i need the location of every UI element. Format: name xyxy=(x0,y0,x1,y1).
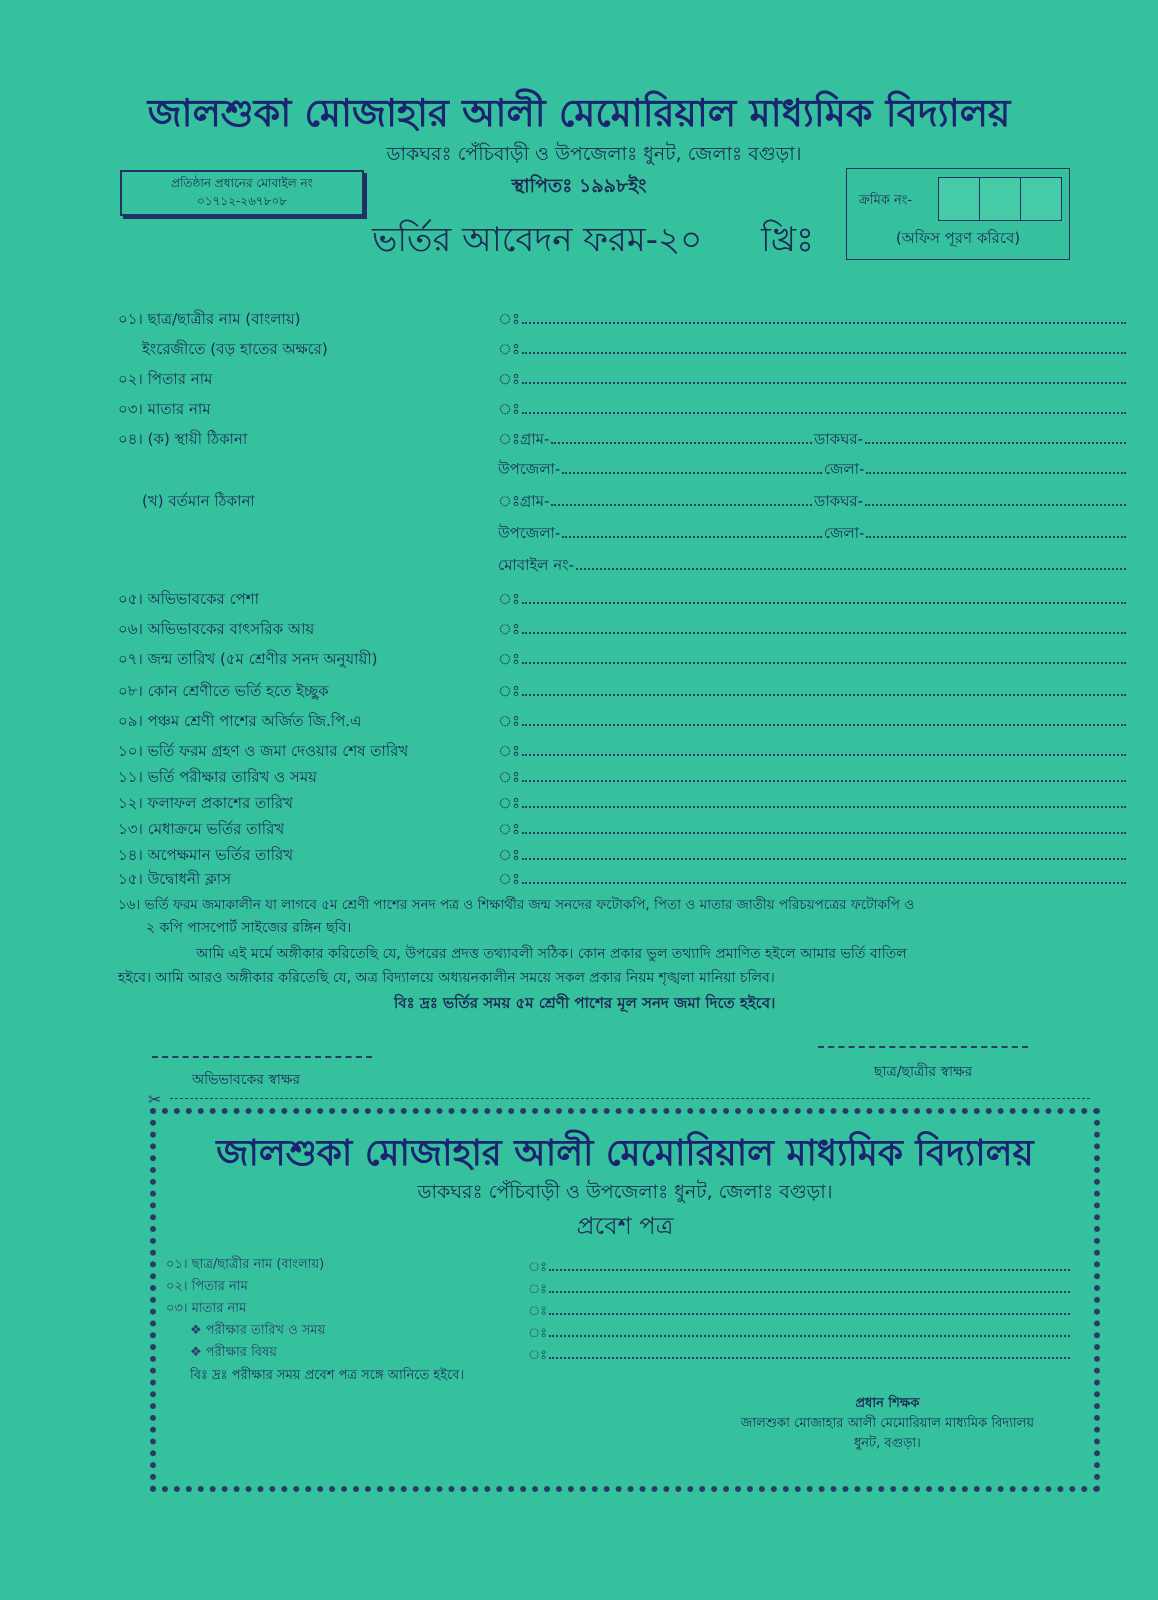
field-label: ১৪। অপেক্ষমান ভর্তির তারিখ xyxy=(118,846,294,864)
head-teacher-block xyxy=(741,1394,1034,1454)
field-row-mobile xyxy=(118,552,1128,578)
village-label: গ্রাম- xyxy=(520,430,550,448)
field-label: ১০। ভর্তি ফরম গ্রহণ ও জমা দেওয়ার শেষ তারিখ xyxy=(118,742,409,760)
field-row-merit-admission-date xyxy=(118,816,1128,842)
blank-line[interactable] xyxy=(865,428,1126,444)
head-mobile-box xyxy=(120,170,364,216)
serial-number-box xyxy=(846,168,1070,260)
field-row-desired-class xyxy=(118,678,1128,704)
field-row-exam-date xyxy=(118,764,1128,790)
student-signature-label: ছাত্র/ছাত্রীর স্বাক্ষর xyxy=(874,1064,973,1080)
serial-label: ক্রমিক নং- xyxy=(859,193,913,208)
field-label: ১২। ফলাফল প্রকাশের তারিখ xyxy=(118,794,293,812)
admit-school-name: জালশুকা মোজাহার আলী মেমোরিয়াল মাধ্যমিক বিদ্যালয় xyxy=(216,1132,1034,1174)
blank-line[interactable] xyxy=(549,1277,1070,1293)
district-label: জেলা- xyxy=(823,460,865,478)
field-label: ০৭। জন্ম তারিখ (৫ম শ্রেণীর সনদ অনুযায়ী) xyxy=(118,650,378,668)
field-fill[interactable] xyxy=(498,398,1128,423)
admit-address: ডাকঘরঃ পেঁচিবাড়ী ও উপজেলাঃ ধুনট, জেলাঃ বগুড়া। xyxy=(417,1181,833,1203)
field-label: ০১। ছাত্র/ছাত্রীর নাম (বাংলায়) xyxy=(118,310,301,328)
field-fill[interactable] xyxy=(498,868,1128,893)
item-16-line-2: ২ কপি পাসপোর্ট সাইজের রঙ্গিন ছবি। xyxy=(146,920,352,936)
field-colon: ঃ xyxy=(498,794,521,812)
field-row-opening-class xyxy=(118,866,1128,892)
admit-row-mother-name xyxy=(156,1298,1082,1320)
field-colon: ঃ xyxy=(528,1282,548,1297)
field-colon: ঃ xyxy=(498,340,521,358)
field-fill[interactable] xyxy=(498,368,1128,393)
field-fill[interactable] xyxy=(498,766,1128,791)
field-row-form-deadline xyxy=(118,738,1128,764)
field-row-result-date xyxy=(118,790,1128,816)
blank-line[interactable] xyxy=(522,844,1126,860)
field-row-birth-date xyxy=(118,646,1128,672)
field-fill[interactable] xyxy=(498,308,1128,333)
blank-line[interactable] xyxy=(549,1321,1070,1337)
field-label: ০৮। কোন শ্রেণীতে ভর্তি হতে ইচ্ছুক xyxy=(118,682,329,700)
field-label: ইংরেজীতে (বড় হাতের অক্ষরে) xyxy=(142,340,328,358)
pledge-line-1: আমি এই মর্মে অঙ্গীকার করিতেছি যে, উপরের প্রদত্ত তথ্যাবলী সঠিক। কোন প্রকার ভুল তথ্যাদি প্রমাণিত হইলে আমার ভর্তি বাতিল xyxy=(196,946,907,962)
admit-card xyxy=(150,1108,1100,1492)
field-row-present-address xyxy=(118,488,1128,514)
blank-line[interactable] xyxy=(562,458,822,474)
blank-line[interactable] xyxy=(522,740,1126,756)
scissors-icon: ✂ xyxy=(148,1090,162,1109)
field-colon: ঃ xyxy=(498,400,521,418)
field-fill[interactable] xyxy=(498,428,1128,453)
field-label: ০৪। (ক) স্থায়ী ঠিকানা xyxy=(118,430,248,448)
blank-line[interactable] xyxy=(551,490,812,506)
field-row-guardian-income xyxy=(118,616,1128,642)
head-teacher-place: ধুনট, বগুড়া। xyxy=(853,1436,921,1451)
field-fill[interactable] xyxy=(498,680,1128,705)
office-note: (অফিস পূরণ করিবে) xyxy=(895,229,1021,247)
upazila-label: উপজেলা- xyxy=(498,524,561,542)
field-colon: ঃ xyxy=(498,310,521,328)
field-fill[interactable] xyxy=(498,618,1128,643)
field-colon: ঃ xyxy=(498,870,521,888)
blank-line[interactable] xyxy=(522,398,1126,414)
admit-row-student-name xyxy=(156,1254,1082,1276)
upazila-label: উপজেলা- xyxy=(498,460,561,478)
field-fill[interactable] xyxy=(498,648,1128,673)
field-colon: ঃ xyxy=(528,1348,548,1363)
field-label: ০৬। অভিভাবকের বাৎসরিক আয় xyxy=(118,620,315,638)
admit-row-exam-subject xyxy=(156,1342,1082,1364)
blank-line[interactable] xyxy=(522,588,1126,604)
serial-cell[interactable] xyxy=(938,177,980,221)
field-colon: ঃ xyxy=(528,1326,548,1341)
school-address: ডাকঘরঃ পেঁচিবাড়ী ও উপজেলাঃ ধুনট, জেলাঃ বগুড়া। xyxy=(386,143,802,165)
admit-row-father-name xyxy=(156,1276,1082,1298)
field-row-father-name xyxy=(118,366,1128,392)
pledge-line-2: হইবে। আমি আরও অঙ্গীকার করিতেছি যে, অত্র বিদ্যালয়ে অধ্যয়নকালীন সময়ে সকল প্রকার নিয়ম শৃঙ্খলা মানিয়া চলিব। xyxy=(118,970,775,986)
blank-line[interactable] xyxy=(549,1343,1070,1359)
admit-note: বিঃ দ্রঃ পরীক্ষার সময় প্রবেশ পত্র সঙ্গে আনিতে হইবে। xyxy=(190,1368,465,1383)
submission-note: বিঃ দ্রঃ ভর্তির সময় ৫ম শ্রেণী পাশের মূল সনদ জমা দিতে হইবে। xyxy=(394,994,776,1012)
head-teacher-school: জালশুকা মোজাহার আলী মেমোরিয়াল মাধ্যমিক বিদ্যালয় xyxy=(740,1416,1034,1431)
field-colon: ঃ xyxy=(498,590,521,608)
field-fill[interactable] xyxy=(498,792,1128,817)
field-fill[interactable] xyxy=(528,1343,1072,1367)
blank-line[interactable] xyxy=(522,308,1126,324)
field-row-permanent-address-2 xyxy=(118,456,1128,482)
field-fill[interactable] xyxy=(498,740,1128,765)
field-colon: ঃ xyxy=(498,820,521,838)
head-teacher-title: প্রধান শিক্ষক xyxy=(855,1396,920,1411)
form-year-suffix: খ্রিঃ xyxy=(761,220,815,260)
blank-line[interactable] xyxy=(522,710,1126,726)
school-name: জালশুকা মোজাহার আলী মেমোরিয়াল মাধ্যমিক বিদ্যালয় xyxy=(147,90,1011,135)
field-colon: ঃ xyxy=(528,1260,548,1275)
blank-line[interactable] xyxy=(551,428,812,444)
field-row-waiting-admission-date xyxy=(118,842,1128,868)
admit-row-exam-date xyxy=(156,1320,1082,1342)
field-label: ০৫। অভিভাবকের পেশা xyxy=(118,590,259,608)
student-signature-line[interactable] xyxy=(818,1046,1028,1048)
item-16-line-1: ১৬। ভর্তি ফরম জমাকালীন যা লাগবে ৫ম শ্রেণী পাশের সনদ পত্র ও শিক্ষার্থীর জন্ম সনদের ফটোকপি, পিতা ও মাতার জাতীয় পরিচয়পত্রের ফটোকপি ও xyxy=(118,897,915,913)
field-fill[interactable] xyxy=(498,588,1128,613)
blank-line[interactable] xyxy=(522,766,1126,782)
field-colon: ঃ xyxy=(498,370,521,388)
head-mobile-label: প্রতিষ্ঠান প্রধানের মোবাইল নং xyxy=(171,176,313,190)
field-colon: ঃ xyxy=(498,712,521,730)
admit-title: প্রবেশ পত্র xyxy=(576,1212,674,1240)
field-colon: ঃ xyxy=(498,492,521,510)
blank-line[interactable] xyxy=(865,490,1126,506)
post-label: ডাকঘর- xyxy=(814,430,864,448)
field-colon: ঃ xyxy=(498,768,521,786)
guardian-signature-label: অভিভাবকের স্বাক্ষর xyxy=(192,1072,301,1088)
field-row-present-address-2 xyxy=(118,520,1128,546)
form-title xyxy=(372,214,814,271)
blank-line[interactable] xyxy=(522,618,1126,634)
field-colon: ঃ xyxy=(528,1304,548,1319)
guardian-signature-line[interactable] xyxy=(152,1056,372,1058)
field-row-name-english xyxy=(118,336,1128,362)
post-label: ডাকঘর- xyxy=(814,492,864,510)
field-fill[interactable] xyxy=(498,490,1128,515)
field-label: ০৩। মাতার নাম xyxy=(166,1301,247,1316)
field-row-mother-name xyxy=(118,396,1128,422)
blank-line[interactable] xyxy=(866,458,1126,474)
serial-cells xyxy=(939,177,1062,221)
serial-cell[interactable] xyxy=(1020,177,1062,221)
form-title-text: ভর্তির আবেদন ফরম-২০ xyxy=(372,220,703,260)
blank-line[interactable] xyxy=(522,368,1126,384)
field-row-student-name xyxy=(118,306,1128,332)
field-fill[interactable] xyxy=(498,554,1128,579)
field-colon: ঃ xyxy=(498,650,521,668)
field-label: (খ) বর্তমান ঠিকানা xyxy=(142,492,255,510)
field-label: ০২। পিতার নাম xyxy=(166,1279,248,1294)
field-colon: ঃ xyxy=(498,682,521,700)
village-label: গ্রাম- xyxy=(520,492,550,510)
blank-line[interactable] xyxy=(549,1255,1070,1271)
field-row-guardian-occupation xyxy=(118,586,1128,612)
district-label: জেলা- xyxy=(823,524,865,542)
head-mobile-number: ০১৭১২-২৬৭৮০৮ xyxy=(196,194,288,208)
established-year: স্থাপিতঃ ১৯৯৮ইং xyxy=(511,175,647,197)
field-row-permanent-address xyxy=(118,426,1128,452)
field-colon: ঃ xyxy=(498,846,521,864)
cut-line xyxy=(170,1098,1090,1099)
field-label: ১৩। মেধাক্রমে ভর্তির তারিখ xyxy=(118,820,285,838)
field-fill[interactable] xyxy=(498,818,1128,843)
field-label: ১১। ভর্তি পরীক্ষার তারিখ ও সময় xyxy=(118,768,317,786)
blank-line[interactable] xyxy=(522,868,1126,884)
field-label: ০৩। মাতার নাম xyxy=(118,400,211,418)
blank-line[interactable] xyxy=(522,680,1126,696)
field-label: ❖ পরীক্ষার বিষয় xyxy=(190,1345,277,1360)
field-fill[interactable] xyxy=(498,458,1128,483)
field-label: ❖ পরীক্ষার তারিখ ও সময় xyxy=(190,1323,326,1338)
field-colon: ঃ xyxy=(498,430,521,448)
field-fill[interactable] xyxy=(498,522,1128,547)
mobile-label: মোবাইল নং- xyxy=(498,556,575,574)
field-label: ০৯। পঞ্চম শ্রেণী পাশের অর্জিত জি.পি.এ xyxy=(118,712,362,730)
blank-line[interactable] xyxy=(522,338,1126,354)
blank-line[interactable] xyxy=(549,1299,1070,1315)
blank-line[interactable] xyxy=(866,522,1126,538)
field-fill[interactable] xyxy=(498,710,1128,735)
blank-line[interactable] xyxy=(562,522,822,538)
field-fill[interactable] xyxy=(498,338,1128,363)
field-row-gpa xyxy=(118,708,1128,734)
blank-line[interactable] xyxy=(522,818,1126,834)
field-colon: ঃ xyxy=(498,742,521,760)
blank-line[interactable] xyxy=(522,648,1126,664)
field-label: ১৫। উদ্বোধনী ক্লাস xyxy=(118,870,231,888)
blank-line[interactable] xyxy=(576,554,1126,570)
field-colon: ঃ xyxy=(498,620,521,638)
field-label: ০১। ছাত্র/ছাত্রীর নাম (বাংলায়) xyxy=(166,1257,325,1272)
field-label: ০২। পিতার নাম xyxy=(118,370,213,388)
serial-cell[interactable] xyxy=(979,177,1021,221)
blank-line[interactable] xyxy=(522,792,1126,808)
